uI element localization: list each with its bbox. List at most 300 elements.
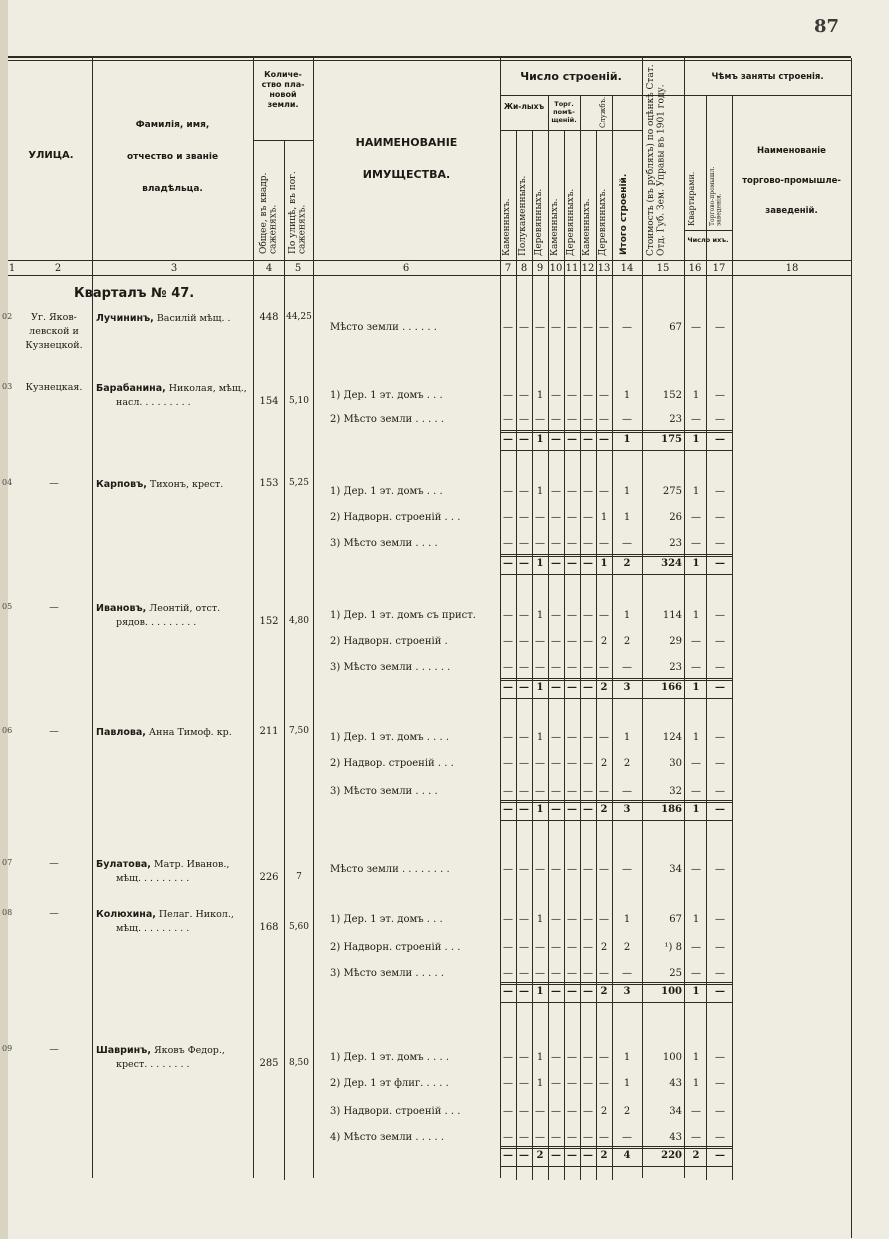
column-number: 12 <box>581 263 595 274</box>
owner-surname: Шавринъ, <box>96 1045 151 1056</box>
cost-value: 23 <box>669 414 682 425</box>
building-count: — <box>503 864 513 875</box>
property-item: 1) Дер. 1 эт. домъ . . . . <box>330 732 450 743</box>
subtotal-count: 1 <box>536 986 544 997</box>
land-area: 226 <box>259 872 279 883</box>
building-count: — <box>535 786 545 797</box>
subtotal-rule-bottom <box>500 450 732 451</box>
street-frontage: 5,60 <box>288 922 310 932</box>
subtotal-count: — <box>583 1150 593 1161</box>
building-count: — <box>503 662 513 673</box>
building-count: — <box>583 512 593 523</box>
subtotal-apartments: 1 <box>692 434 700 445</box>
building-count: — <box>583 322 593 333</box>
total-buildings: — <box>622 538 632 549</box>
building-count: — <box>551 786 561 797</box>
subtotal-rule-2 <box>500 802 732 803</box>
property-item: 2) Мѣсто земли . . . . . <box>330 414 444 425</box>
building-count: — <box>567 758 577 769</box>
building-count: — <box>519 786 529 797</box>
subtotal-count: 1 <box>536 804 544 815</box>
building-count: — <box>583 610 593 621</box>
owner-given: Тихонъ, крест. <box>149 479 224 490</box>
building-count: — <box>519 914 529 925</box>
cost-value: 32 <box>669 786 682 797</box>
building-count: — <box>551 390 561 401</box>
apartments-count: 1 <box>692 610 700 621</box>
owner-name <box>96 908 234 922</box>
cost-value: 34 <box>669 864 682 875</box>
subtotal-buildings: 3 <box>623 804 631 815</box>
header-street: УЛИЦА. <box>28 150 74 161</box>
cost-value: 67 <box>669 914 682 925</box>
building-count: — <box>535 662 545 673</box>
street-name: — <box>49 1044 59 1055</box>
cost-value: 275 <box>662 486 682 497</box>
subtotal-rule-2 <box>500 984 732 985</box>
apartments-count: — <box>691 864 701 875</box>
trade-count: — <box>715 758 725 769</box>
building-count: 2 <box>600 636 608 647</box>
column-number: 11 <box>565 263 579 274</box>
entry-number: 08 <box>2 908 13 917</box>
subtotal-count: — <box>503 804 513 815</box>
vline-c18 <box>732 95 733 1180</box>
apartments-count: — <box>691 1132 701 1143</box>
apartments-count: — <box>691 414 701 425</box>
subtotal-rule <box>500 1146 732 1147</box>
owner-surname: Ивановъ, <box>96 603 147 614</box>
subtotal-count: — <box>551 1150 561 1161</box>
subtotal-count: — <box>567 986 577 997</box>
building-count: — <box>503 636 513 647</box>
building-count: 2 <box>600 942 608 953</box>
property-item: 2) Дер. 1 эт флиг. . . . . <box>330 1078 449 1089</box>
building-count: — <box>503 390 513 401</box>
vline-right <box>851 58 852 1238</box>
building-count: — <box>551 610 561 621</box>
building-count: — <box>535 322 545 333</box>
apartments-count: — <box>691 942 701 953</box>
column-number: 15 <box>656 263 670 274</box>
building-count: — <box>503 914 513 925</box>
cost-value: 43 <box>669 1078 682 1089</box>
subtotal-cost: 324 <box>661 558 682 569</box>
trade-count: — <box>715 486 725 497</box>
building-count: — <box>519 1078 529 1089</box>
vline-c9 <box>532 130 533 1180</box>
trade-count: — <box>715 942 725 953</box>
land-area: 285 <box>259 1058 279 1069</box>
property-item: 2) Надворн. строеній . <box>330 636 448 647</box>
total-buildings: 1 <box>623 914 631 925</box>
entry-number: 09 <box>2 1044 13 1053</box>
subtotal-count: 2 <box>600 986 608 997</box>
trade-count: — <box>715 390 725 401</box>
subtotal-rule-bottom <box>500 820 732 821</box>
trade-count: — <box>715 914 725 925</box>
owner-line-2: крест. . . . . . . . <box>116 1059 190 1070</box>
building-count: — <box>567 914 577 925</box>
header-area: Общее, въ квадр. саженяхъ. <box>259 172 279 254</box>
building-count: 1 <box>536 914 544 925</box>
quarter-title: Кварталъ № 47. <box>74 286 195 301</box>
column-number: 5 <box>294 263 302 274</box>
building-count: — <box>599 486 609 497</box>
subtotal-count: — <box>583 682 593 693</box>
building-count: — <box>503 1106 513 1117</box>
header-c7: Каменныхъ. <box>502 198 512 256</box>
building-count: — <box>599 864 609 875</box>
building-count: — <box>519 732 529 743</box>
owner-name <box>96 858 229 872</box>
header-trade-name-2: торгово-промышле- <box>742 176 841 186</box>
apartments-count: — <box>691 636 701 647</box>
building-count: — <box>551 414 561 425</box>
subtotal-count: 2 <box>600 682 608 693</box>
property-item: 2) Надворн. строеній . . . <box>330 512 461 523</box>
building-count: — <box>503 758 513 769</box>
trade-count: — <box>715 864 725 875</box>
building-count: — <box>519 636 529 647</box>
apartments-count: 1 <box>692 914 700 925</box>
cost-value: 152 <box>662 390 682 401</box>
subtotal-rule <box>500 800 732 801</box>
hline-colnums <box>8 275 851 276</box>
building-count: — <box>551 942 561 953</box>
building-count: 2 <box>600 1106 608 1117</box>
header-occupied: Чѣмъ заняты строенія. <box>711 72 824 82</box>
ledger-page <box>2 0 889 1239</box>
column-number: 1 <box>8 263 16 274</box>
building-count: — <box>551 636 561 647</box>
column-number: 9 <box>536 263 544 274</box>
subtotal-apartments: 2 <box>692 1150 700 1161</box>
building-count: — <box>503 414 513 425</box>
street-name: Кузнецкая. <box>25 382 83 393</box>
building-count: — <box>551 968 561 979</box>
building-count: — <box>567 786 577 797</box>
header-total-buildings: Итого строеній. <box>619 173 629 255</box>
building-count: — <box>583 1132 593 1143</box>
cost-value: 34 <box>669 1106 682 1117</box>
property-item: Мѣсто земли . . . . . . <box>330 322 437 333</box>
header-property-2: ИМУЩЕСТВА. <box>362 168 451 181</box>
building-count: — <box>535 758 545 769</box>
building-count: — <box>551 512 561 523</box>
building-count: — <box>519 1052 529 1063</box>
header-trade-name-1: Наименованіе <box>757 146 826 156</box>
apartments-count: — <box>691 538 701 549</box>
subtotal-count: — <box>567 1150 577 1161</box>
subtotal-rule <box>500 678 732 679</box>
building-count: — <box>503 1078 513 1089</box>
owner-given: Василій мѣщ. . <box>156 313 231 324</box>
column-number: 8 <box>520 263 528 274</box>
subtotal-rule-2 <box>500 1148 732 1149</box>
column-number: 14 <box>620 263 634 274</box>
cost-value: 43 <box>669 1132 682 1143</box>
subtotal-count: — <box>551 558 561 569</box>
subtotal-count: 1 <box>536 682 544 693</box>
subtotal-count: — <box>503 434 513 445</box>
property-item: 3) Мѣсто земли . . . . . . <box>330 662 451 673</box>
building-count: — <box>567 1106 577 1117</box>
building-count: — <box>567 662 577 673</box>
vline-col2 <box>92 58 93 1178</box>
building-count: — <box>519 758 529 769</box>
building-count: — <box>503 486 513 497</box>
vline-c17 <box>706 95 707 1180</box>
vline-c15 <box>642 58 643 1178</box>
subtotal-count: — <box>583 434 593 445</box>
land-area: 152 <box>259 616 279 627</box>
trade-count: — <box>715 1078 725 1089</box>
subtotal-count: — <box>503 986 513 997</box>
building-count: 2 <box>600 758 608 769</box>
building-count: — <box>599 390 609 401</box>
entry-number: 05 <box>2 602 13 611</box>
building-count: — <box>583 636 593 647</box>
subtotal-count: — <box>567 434 577 445</box>
property-item: 1) Дер. 1 эт. домъ . . . <box>330 914 443 925</box>
building-count: — <box>599 538 609 549</box>
building-count: — <box>519 1132 529 1143</box>
building-count: — <box>599 322 609 333</box>
entry-number: 02 <box>2 312 13 321</box>
subtotal-trade: — <box>715 1150 725 1161</box>
subtotal-count: — <box>519 804 529 815</box>
owner-line-2: мѣщ. . . . . . . . . <box>116 923 190 934</box>
subtotal-rule-bottom <box>500 1166 732 1167</box>
subtotal-count: — <box>519 986 529 997</box>
building-count: 1 <box>600 512 608 523</box>
total-buildings: — <box>622 786 632 797</box>
column-number: 4 <box>265 263 273 274</box>
header-c12: Каменныхъ. <box>582 198 592 256</box>
header-c11: Деревянныхъ. <box>566 188 576 256</box>
building-count: — <box>551 914 561 925</box>
building-count: — <box>599 968 609 979</box>
header-num-buildings: Число строеній. <box>520 70 622 83</box>
subtotal-apartments: 1 <box>692 558 700 569</box>
apartments-count: — <box>691 968 701 979</box>
building-count: — <box>535 414 545 425</box>
subtotal-trade: — <box>715 804 725 815</box>
vline-c8 <box>516 130 517 1180</box>
building-count: — <box>567 968 577 979</box>
building-count: — <box>519 512 529 523</box>
header-c13: Деревянныхъ. <box>598 188 608 256</box>
subtotal-count: — <box>551 682 561 693</box>
subtotal-count: — <box>551 804 561 815</box>
building-count: — <box>551 864 561 875</box>
building-count: — <box>519 662 529 673</box>
owner-surname: Барабанина, <box>96 383 166 394</box>
property-item: 1) Дер. 1 эт. домъ . . . . <box>330 1052 450 1063</box>
building-count: — <box>519 864 529 875</box>
building-count: — <box>583 968 593 979</box>
trade-count: — <box>715 610 725 621</box>
subtotal-count: — <box>583 804 593 815</box>
column-number: 3 <box>170 263 178 274</box>
building-count: — <box>583 914 593 925</box>
street-name: Кузнецкой. <box>25 340 83 351</box>
building-count: — <box>503 322 513 333</box>
subtotal-buildings: 2 <box>623 558 631 569</box>
building-count: — <box>503 1132 513 1143</box>
street-name: — <box>49 908 59 919</box>
land-area: 448 <box>259 312 279 323</box>
owner-name <box>96 1044 225 1058</box>
total-buildings: — <box>622 414 632 425</box>
subtotal-count: — <box>503 682 513 693</box>
building-count: — <box>503 732 513 743</box>
building-count: — <box>551 732 561 743</box>
subtotal-count: — <box>519 558 529 569</box>
subtotal-rule-bottom <box>500 698 732 699</box>
header-service: Службъ. <box>599 96 607 128</box>
building-count: — <box>519 322 529 333</box>
header-trade-establishments: Торгово-промышл. заведенія. <box>709 166 723 226</box>
header-trade-name-3: заведеній. <box>765 206 818 216</box>
building-count: — <box>535 968 545 979</box>
property-item: 3) Мѣсто земли . . . . <box>330 786 438 797</box>
total-buildings: 1 <box>623 1052 631 1063</box>
subtotal-rule-2 <box>500 432 732 433</box>
cost-value: 26 <box>669 512 682 523</box>
land-area: 154 <box>259 396 279 407</box>
owner-surname: Карповъ, <box>96 479 147 490</box>
hline-header-sub4 <box>684 230 732 231</box>
trade-count: — <box>715 1106 725 1117</box>
subtotal-cost: 100 <box>661 986 682 997</box>
building-count: — <box>519 486 529 497</box>
header-property-1: НАИМЕНОВАНІЕ <box>355 136 458 149</box>
building-count: — <box>583 538 593 549</box>
column-number: 16 <box>688 263 702 274</box>
total-buildings: 1 <box>623 390 631 401</box>
subtotal-count: — <box>503 1150 513 1161</box>
subtotal-count: — <box>583 986 593 997</box>
building-count: — <box>567 732 577 743</box>
subtotal-buildings: 3 <box>623 682 631 693</box>
total-buildings: 2 <box>623 636 631 647</box>
subtotal-count: — <box>503 558 513 569</box>
cost-value: 100 <box>662 1052 682 1063</box>
building-count: — <box>519 610 529 621</box>
subtotal-rule <box>500 982 732 983</box>
total-buildings: 1 <box>623 610 631 621</box>
apartments-count: 1 <box>692 1052 700 1063</box>
header-residential: Жи-лыхъ <box>503 102 545 111</box>
subtotal-count: — <box>551 986 561 997</box>
building-count: — <box>535 942 545 953</box>
subtotal-count: — <box>567 804 577 815</box>
owner-name <box>96 478 223 492</box>
land-area: 211 <box>259 726 279 737</box>
entry-number: 03 <box>2 382 13 391</box>
owner-given: Леонтій, отст. <box>149 603 221 614</box>
subtotal-buildings: 3 <box>623 986 631 997</box>
cost-value: 67 <box>669 322 682 333</box>
column-number: 2 <box>54 263 62 274</box>
subtotal-rule-bottom <box>500 574 732 575</box>
header-c8: Полукаменныхъ. <box>518 175 528 256</box>
building-count: — <box>567 322 577 333</box>
property-item: 3) Мѣсто земли . . . . <box>330 538 438 549</box>
subtotal-trade: — <box>715 682 725 693</box>
building-count: — <box>567 1078 577 1089</box>
building-count: — <box>551 1106 561 1117</box>
street-frontage: 5,10 <box>288 396 310 406</box>
building-count: 1 <box>536 732 544 743</box>
building-count: — <box>503 968 513 979</box>
building-count: — <box>535 864 545 875</box>
subtotal-apartments: 1 <box>692 986 700 997</box>
vline-col3 <box>253 58 254 1178</box>
vline-c14 <box>612 95 613 1180</box>
cost-value: 30 <box>669 758 682 769</box>
trade-count: — <box>715 538 725 549</box>
subtotal-rule-bottom <box>500 1002 732 1003</box>
apartments-count: — <box>691 322 701 333</box>
subtotal-count: 1 <box>600 558 608 569</box>
owner-surname: Колюхина, <box>96 909 156 920</box>
subtotal-trade: — <box>715 986 725 997</box>
building-count: 1 <box>536 390 544 401</box>
cost-value: ¹) 8 <box>664 942 682 953</box>
building-count: — <box>535 538 545 549</box>
header-their-number: Число ихъ. <box>687 236 729 244</box>
apartments-count: — <box>691 1106 701 1117</box>
building-count: — <box>567 1132 577 1143</box>
subtotal-count: 2 <box>536 1150 544 1161</box>
owner-surname: Лучининъ, <box>96 313 154 324</box>
building-count: — <box>583 1052 593 1063</box>
building-count: — <box>519 1106 529 1117</box>
building-count: — <box>567 942 577 953</box>
trade-count: — <box>715 1132 725 1143</box>
building-count: — <box>535 512 545 523</box>
building-count: — <box>567 1052 577 1063</box>
vline-c16 <box>684 58 685 1178</box>
property-item: 2) Надворн. строеній . . . <box>330 942 461 953</box>
header-c10: Каменныхъ. <box>550 198 560 256</box>
building-count: — <box>567 512 577 523</box>
total-buildings: 1 <box>623 1078 631 1089</box>
property-item: 3) Надвори. строеній . . . <box>330 1106 461 1117</box>
owner-line-2: мѣщ. . . . . . . . . <box>116 873 190 884</box>
vline-c13 <box>596 130 597 1180</box>
total-buildings: 1 <box>623 732 631 743</box>
street-frontage: 44,25 <box>286 312 312 322</box>
owner-line-2: насл. . . . . . . . . <box>116 397 191 408</box>
building-count: — <box>583 1078 593 1089</box>
building-count: — <box>519 390 529 401</box>
building-count: — <box>599 414 609 425</box>
owner-given: Анна Тимоф. кр. <box>148 727 232 738</box>
top-rule <box>8 56 851 58</box>
total-buildings: 2 <box>623 758 631 769</box>
land-area: 153 <box>259 478 279 489</box>
total-buildings: 1 <box>623 512 631 523</box>
property-item: 2) Надвор. строеній . . . <box>330 758 454 769</box>
owner-name <box>96 602 220 616</box>
subtotal-cost: 220 <box>661 1150 682 1161</box>
street-frontage: 4,80 <box>288 616 310 626</box>
subtotal-count: 2 <box>600 1150 608 1161</box>
